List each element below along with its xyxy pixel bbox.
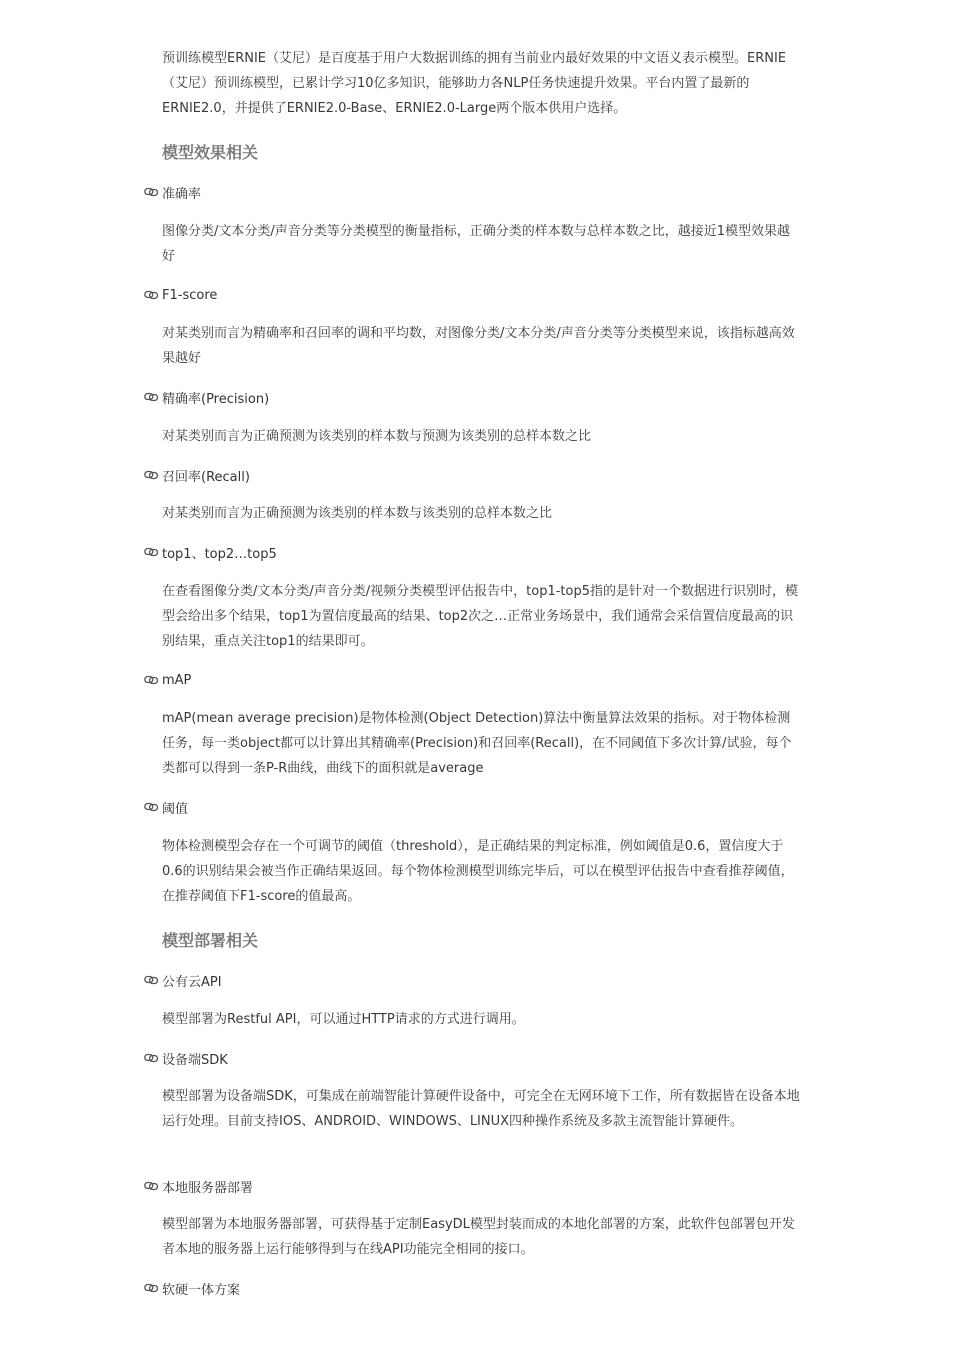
term-label: 设备端SDK — [162, 1052, 228, 1068]
term-label: 准确率 — [162, 186, 202, 202]
section-title-effect: 模型效果相关 — [162, 143, 259, 162]
term-description: 模型部署为Restful API，可以通过HTTP请求的方式进行调用。 — [162, 1012, 525, 1027]
term-public-cloud-api[interactable] — [144, 970, 222, 990]
term-description: 模型部署为设备端SDK，可集成在前端智能计算硬件设备中，可完全在无网环境下工作，所有数据皆在设备本地运行处理。目前支持IOS、ANDROID、WINDOWS、LINUX四种操作系统及多款主流智能计算硬件。 — [162, 1089, 800, 1129]
link-icon[interactable] — [144, 975, 159, 985]
intro-paragraph: 预训练模型ERNIE（艾尼）是百度基于用户大数据训练的拥有当前业内最好效果的中文语义表示模型。ERNIE（艾尼）预训练模型，已累计学习10亿多知识，能够助力各NLP任务快速提升效果。平台内置了最新的ERNIE2.0，并提供了ERNIE2.0-Base、ERNIE2.0-Large两个版本供用户选择。 — [162, 51, 787, 116]
term-threshold[interactable] — [144, 797, 188, 817]
term-hardware-software[interactable] — [144, 1278, 240, 1298]
term-description: 图像分类/文本分类/声音分类等分类模型的衡量指标，正确分类的样本数与总样本数之比，越接近1模型效果越好 — [162, 224, 791, 264]
term-label: 精确率(Precision) — [162, 391, 270, 407]
term-description: 对某类别而言为正确预测为该类别的样本数与预测为该类别的总样本数之比 — [162, 429, 592, 444]
term-accuracy[interactable] — [144, 182, 201, 202]
link-icon[interactable] — [144, 290, 159, 300]
term-label: 公有云API — [162, 974, 222, 990]
term-label: 本地服务器部署 — [162, 1180, 254, 1196]
link-icon[interactable] — [144, 547, 159, 557]
term-device-sdk[interactable] — [144, 1048, 228, 1068]
link-icon[interactable] — [144, 187, 159, 197]
link-icon[interactable] — [144, 392, 159, 402]
term-label: 阈值 — [162, 801, 189, 817]
term-description: 对某类别而言为正确预测为该类别的样本数与该类别的总样本数之比 — [162, 506, 553, 521]
link-icon[interactable] — [144, 802, 159, 812]
link-icon[interactable] — [144, 1283, 159, 1293]
term-recall[interactable] — [144, 465, 250, 485]
term-local-server[interactable] — [144, 1176, 253, 1196]
term-description: 在查看图像分类/文本分类/声音分类/视频分类模型评估报告中，top1-top5指的是针对一个数据进行识别时，模型会给出多个结果，top1为置信度最高的结果、top2次之…正常业务场景中，我们通常会采信置信度最高的识别结果，重点关注top1的结果即可。 — [162, 584, 798, 649]
term-description: 对某类别而言为精确率和召回率的调和平均数，对图像分类/文本分类/声音分类等分类模型来说，该指标越高效果越好 — [162, 326, 795, 366]
term-f1-score[interactable] — [144, 285, 217, 305]
term-label: 召回率(Recall) — [162, 469, 250, 485]
link-icon[interactable] — [144, 1053, 159, 1063]
link-icon[interactable] — [144, 1181, 159, 1191]
link-icon[interactable] — [144, 675, 159, 685]
term-label: top1、top2…top5 — [162, 546, 277, 562]
term-label: mAP — [162, 672, 192, 688]
term-description: mAP(mean average precision)是物体检测(Object Detection)算法中衡量算法效果的指标。对于物体检测任务，每一类object都可以计算出其精确率(Precision)和召回率(Recall)，在不同阈值下多次计算/试验，每个类都可以得到一条P-R曲线，曲线下的面积就是average — [162, 711, 792, 776]
term-map[interactable] — [144, 670, 191, 690]
link-icon[interactable] — [144, 470, 159, 480]
term-label: 软硬一体方案 — [162, 1282, 241, 1298]
term-description: 模型部署为本地服务器部署，可获得基于定制EasyDL模型封装而成的本地化部署的方案，此软件包部署包开发者本地的服务器上运行能够得到与在线API功能完全相同的接口。 — [162, 1217, 795, 1257]
term-top-n[interactable] — [144, 542, 277, 562]
term-label: F1-score — [162, 287, 218, 303]
section-title-deploy: 模型部署相关 — [162, 931, 259, 950]
term-precision[interactable] — [144, 387, 269, 407]
term-description: 物体检测模型会存在一个可调节的阈值（threshold），是正确结果的判定标准，例如阈值是0.6，置信度大于0.6的识别结果会被当作正确结果返回。每个物体检测模型训练完毕后，可以在模型评估报告中查看推荐阈值，在推荐阈值下F1-score的值最高。 — [162, 839, 794, 904]
